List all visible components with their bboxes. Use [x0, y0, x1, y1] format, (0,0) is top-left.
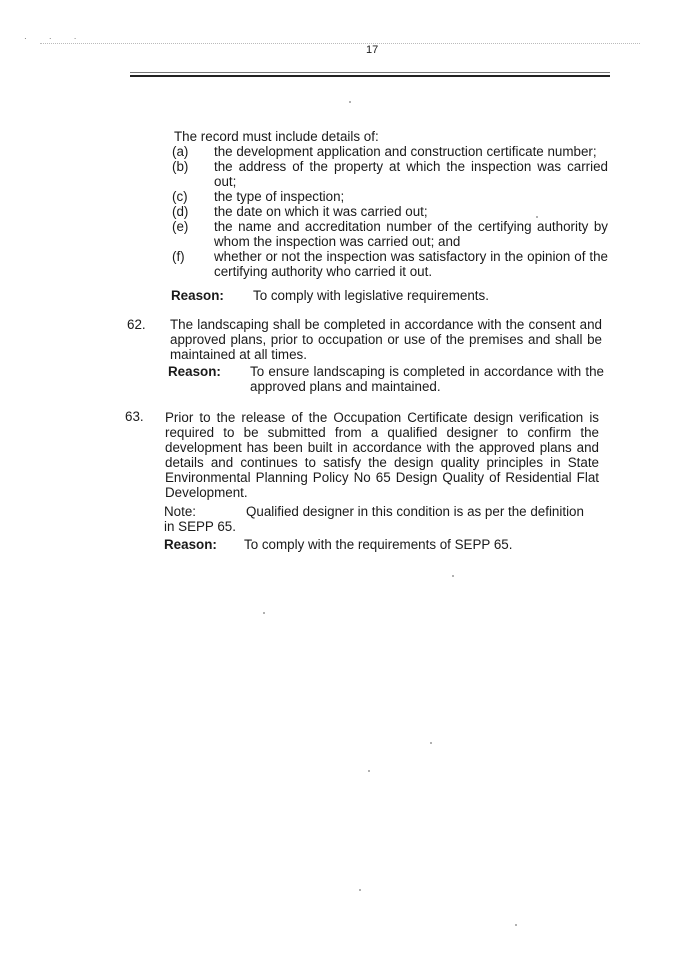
scan-specks: · · · [24, 34, 87, 43]
item-letter: (b) [172, 159, 189, 174]
list-item [172, 144, 608, 159]
item-text: the development application and construction certificate number; [214, 144, 597, 159]
condition-number: 63. [125, 409, 144, 424]
page-number: 17 [366, 44, 379, 56]
item-text: the name and accreditation number of the certifying authority by whom the inspection was carried out; and [214, 219, 608, 249]
scan-speck [368, 770, 370, 772]
list-item [172, 249, 608, 279]
scan-speck [359, 889, 361, 891]
item-letter: (a) [172, 144, 189, 159]
reason-label: Reason: [164, 537, 217, 552]
scan-speck [515, 924, 517, 926]
item-letter: (d) [172, 204, 189, 219]
condition-reason [164, 537, 512, 552]
reason-label: Reason: [168, 364, 221, 379]
scan-speck [349, 101, 351, 103]
item-letter: (f) [172, 249, 185, 264]
reason-text: To comply with legislative requirements. [253, 288, 489, 303]
condition-note [164, 504, 600, 519]
reason-label: Reason: [171, 288, 224, 303]
condition-reason [168, 364, 604, 394]
scan-speck [263, 612, 265, 614]
item-text: the type of inspection; [214, 189, 345, 204]
reason-text: To comply with the requirements of SEPP 65. [244, 537, 513, 552]
condition-number: 62. [127, 317, 146, 332]
item-text: the date on which it was carried out; [214, 204, 428, 219]
note-label: Note: [164, 504, 197, 519]
list-item [172, 204, 608, 219]
list-item [172, 219, 608, 249]
note-text: Qualified designer in this condition is as per the definition [246, 504, 584, 519]
record-reason [171, 288, 489, 303]
condition-text: Prior to the release of the Occupation Certificate design verification is required to be submitted from a qualified designer to confirm the development has been built in accordance with the approved plans and details and continues to satisfy the design quality principles in State Environmental Planning Policy No 65 Design Quality of Residential Flat Development. [165, 410, 599, 500]
record-list [172, 144, 608, 279]
header-rule [130, 75, 610, 77]
header-rule-thin [130, 72, 610, 73]
header-dotted-line [40, 43, 640, 44]
item-letter: (e) [172, 219, 189, 234]
item-text: the address of the property at which the inspection was carried out; [214, 159, 608, 189]
note-text-continued: in SEPP 65. [164, 519, 236, 534]
scan-speck [452, 575, 454, 577]
item-letter: (c) [172, 189, 188, 204]
item-text: whether or not the inspection was satisfactory in the opinion of the certifying authority who carried it out. [214, 249, 608, 279]
record-intro: The record must include details of: [174, 129, 379, 144]
list-item [172, 159, 608, 189]
reason-text: To ensure landscaping is completed in accordance with the approved plans and maintained. [250, 364, 604, 394]
condition-text: The landscaping shall be completed in accordance with the consent and approved plans, prior to occupation or use of the premises and shall be maintained at all times. [170, 317, 602, 362]
list-item [172, 189, 608, 204]
scan-speck [430, 742, 432, 744]
scan-speck [536, 216, 538, 218]
